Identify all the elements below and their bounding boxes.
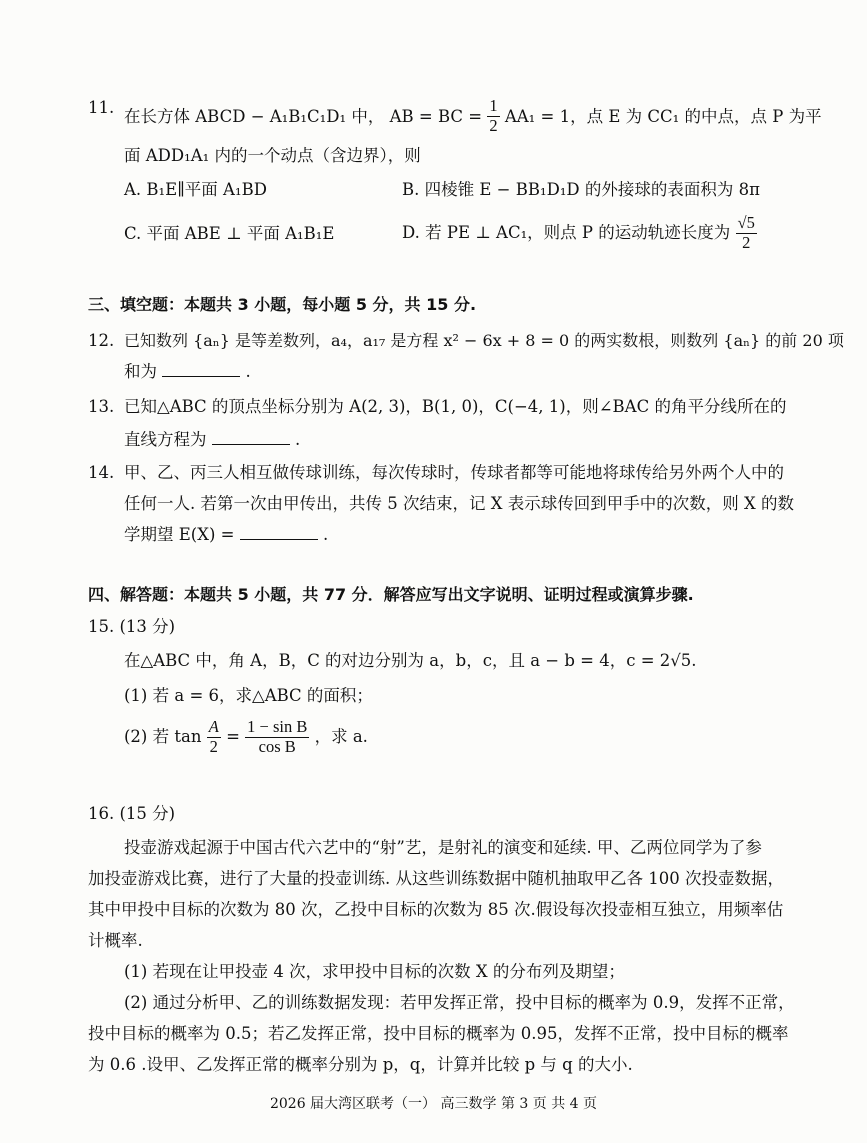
q15-score: (13 分): [119, 617, 176, 636]
q15-frac1-den: 2: [209, 736, 218, 756]
q15-part2: [124, 718, 368, 757]
q15-frac2-num: 1 − sin B: [247, 717, 308, 736]
q15-frac-a-over-2: [207, 718, 221, 757]
q14-line2: 任何一人. 若第一次由甲传出，共传 5 次结束，记 X 表示球传回到甲手中的次数，则 X 的数: [124, 494, 794, 513]
q11-stem-line1: [124, 98, 822, 137]
q14-number: 14.: [88, 463, 115, 482]
q12-line2-text: 和为: [124, 362, 157, 381]
q11-option-c: C. 平面 ABE ⊥ 平面 A₁B₁E: [124, 224, 335, 243]
q11-option-b: B. 四棱锥 E − BB₁D₁D 的外接球的表面积为 8π: [402, 180, 760, 199]
q14-line3: [124, 525, 328, 545]
q15-frac1-num: A: [208, 717, 219, 736]
q16-para2: 加投壶游戏比赛，进行了大量的投壶训练. 从这些训练数据中随机抽取甲乙各 100 次投壶数据，: [88, 869, 784, 888]
q11-option-d: [402, 214, 757, 253]
q16-part2-line1: (2) 通过分析甲、乙的训练数据发现：若甲发挥正常，投中目标的概率为 0.9，发挥不正常，: [124, 993, 795, 1012]
q11-stem-eq-rhs: AA₁ = 1，点 E 为 CC₁ 的中点，点 P 为平: [504, 106, 822, 126]
q16-part2-line3: 为 0.6 .设甲、乙发挥正常的概率分别为 p，q，计算并比较 p 与 q 的大小.: [88, 1055, 633, 1074]
q15-part2-prefix: (2) 若 tan: [124, 726, 202, 746]
q11-stem-line2: 面 ADD₁A₁ 内的一个动点（含边界），则: [124, 146, 421, 165]
q11-stem-part1: 在长方体 ABCD − A₁B₁C₁D₁ 中，: [124, 106, 385, 126]
q13-line1: 已知△ABC 的顶点坐标分别为 A(2, 3)，B(1, 0)，C(−4, 1)，则∠BAC 的角平分线所在的: [124, 397, 787, 416]
q11-option-a: A. B₁E∥平面 A₁BD: [124, 180, 267, 199]
q11-option-d-fraction: [736, 214, 757, 253]
q16-para3: 其中甲投中目标的次数为 80 次，乙投中目标的次数为 85 次.假设每次投壶相互独立，用频率估: [88, 900, 784, 919]
q16-part1: (1) 若现在让甲投壶 4 次，求甲投中目标的次数 X 的分布列及期望；: [124, 962, 625, 981]
q14-line3-text: 学期望 E(X) =: [124, 525, 235, 544]
q13-line2: [124, 430, 300, 450]
q16-number: 16.: [88, 804, 115, 823]
q16-header: [88, 804, 175, 824]
q14-line3-end: .: [322, 525, 329, 544]
q15-header: [88, 617, 175, 637]
q16-para4: 计概率.: [88, 931, 143, 950]
q13-number: 13.: [88, 397, 115, 416]
q11-option-d-den: 2: [742, 232, 751, 252]
q16-score: (15 分): [119, 804, 176, 823]
q11-stem-eq-lhs: AB = BC =: [389, 106, 483, 126]
q15-part2-suffix: ，求 a.: [314, 726, 368, 746]
q12-answer-blank: [162, 375, 240, 377]
q13-line2-end: .: [295, 430, 301, 449]
page-footer: 2026 届大湾区联考（一） 高三数学 第 3 页 共 4 页: [269, 1096, 598, 1112]
q16-para1: 投壶游戏起源于中国古代六艺中的“射”艺，是射礼的演变和延续. 甲、乙两位同学为了参: [124, 838, 762, 857]
q15-frac-sin-cos: [245, 718, 309, 757]
section4-heading: 四、解答题：本题共 5 小题，共 77 分．解答应写出文字说明、证明过程或演算步骤.: [88, 585, 694, 604]
q13-line2-text: 直线方程为: [124, 430, 207, 449]
q12-line2: [124, 362, 251, 382]
q11-option-d-text: D. 若 PE ⊥ AC₁，则点 P 的运动轨迹长度为: [402, 222, 731, 242]
q11-fraction: [487, 97, 499, 136]
section3-heading: 三、填空题：本题共 3 小题，每小题 5 分，共 15 分.: [88, 295, 477, 314]
q15-part1: (1) 若 a = 6，求△ABC 的面积；: [124, 686, 373, 705]
q11-frac-num: 1: [489, 96, 498, 115]
q15-part2-eq: =: [226, 726, 240, 746]
q15-frac2-den: cos B: [258, 736, 296, 756]
q14-answer-blank: [240, 538, 318, 540]
q12-line1: 已知数列 {aₙ} 是等差数列，a₄，a₁₇ 是方程 x² − 6x + 8 = 0 的两实数根，则数列 {aₙ} 的前 20 项: [124, 331, 844, 350]
q12-number: 12.: [88, 331, 115, 350]
q13-answer-blank: [212, 443, 290, 445]
q11-number: 11.: [88, 98, 115, 117]
q14-line1: 甲、乙、丙三人相互做传球训练，每次传球时，传球者都等可能地将球传给另外两个人中的: [124, 463, 784, 482]
q15-number: 15.: [88, 617, 115, 636]
q11-frac-den: 2: [489, 115, 498, 135]
q12-line2-end: .: [245, 362, 251, 381]
q11-option-d-num: √5: [737, 213, 755, 232]
q15-stem: 在△ABC 中，角 A，B，C 的对边分别为 a，b，c，且 a − b = 4，c = 2√5.: [124, 651, 697, 670]
q16-part2-line2: 投中目标的概率为 0.5；若乙发挥正常，投中目标的概率为 0.95，发挥不正常，投中目标的概率: [88, 1024, 789, 1043]
